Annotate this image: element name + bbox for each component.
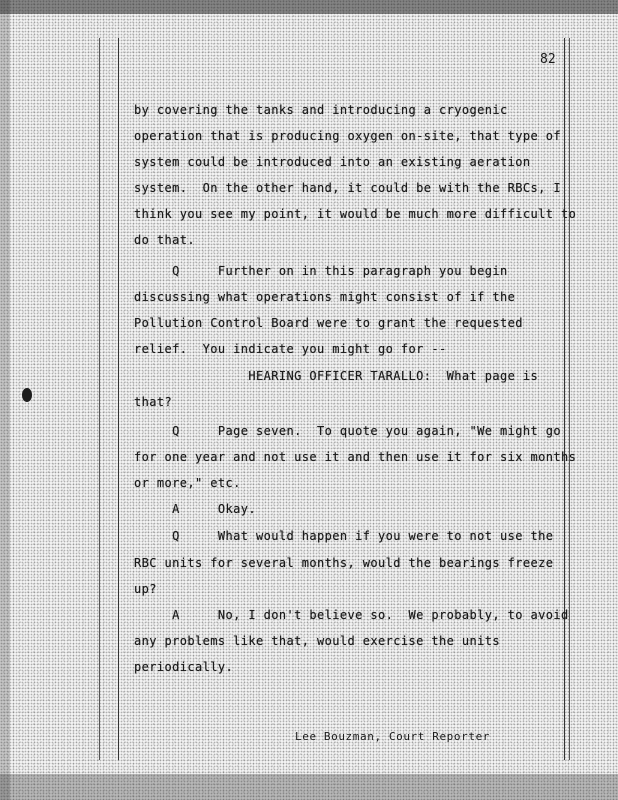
transcript-line: relief. You indicate you might go for --: [134, 342, 447, 356]
transcript-line: Pollution Control Board were to grant the requested: [134, 316, 523, 330]
scan-top-edge: [0, 0, 618, 14]
transcript-line: system. On the other hand, it could be with the RBCs, I: [134, 181, 561, 195]
transcript-line: think you see my point, it would be much more difficult to: [134, 207, 577, 221]
transcript-line: A Okay.: [134, 502, 256, 516]
transcript-line: do that.: [134, 233, 195, 247]
transcript-line: Q What would happen if you were to not use the: [134, 529, 554, 543]
page-number: 82: [540, 52, 556, 67]
transcript-line: by covering the tanks and introducing a cryogenic: [134, 103, 508, 117]
transcript-line: HEARING OFFICER TARALLO: What page is: [134, 369, 539, 383]
transcript-line: system could be introduced into an existing aeration: [134, 155, 531, 169]
scan-left-edge: [0, 0, 10, 800]
transcript-line: up?: [134, 582, 157, 596]
transcript-line: Q Further on in this paragraph you begin: [134, 264, 508, 278]
page-border-frame: [118, 38, 565, 760]
transcript-line: any problems like that, would exercise the units: [134, 634, 500, 648]
transcript-line: that?: [134, 395, 173, 409]
transcript-line: operation that is producing oxygen on-site, that type of: [134, 129, 561, 143]
transcript-line: or more," etc.: [134, 476, 241, 490]
court-reporter-credit: Lee Bouzman, Court Reporter: [295, 730, 491, 743]
transcript-line: discussing what operations might consist of if the: [134, 290, 516, 304]
transcript-line: A No, I don't believe so. We probably, to avoid: [134, 608, 569, 622]
punch-hole: [22, 388, 32, 402]
transcript-line: RBC units for several months, would the bearings freeze: [134, 556, 554, 570]
transcript-line: for one year and not use it and then use it for six months: [134, 450, 577, 464]
scan-bottom-edge: [0, 774, 618, 800]
transcript-line: periodically.: [134, 660, 234, 674]
transcript-line: Q Page seven. To quote you again, "We might go: [134, 424, 561, 438]
